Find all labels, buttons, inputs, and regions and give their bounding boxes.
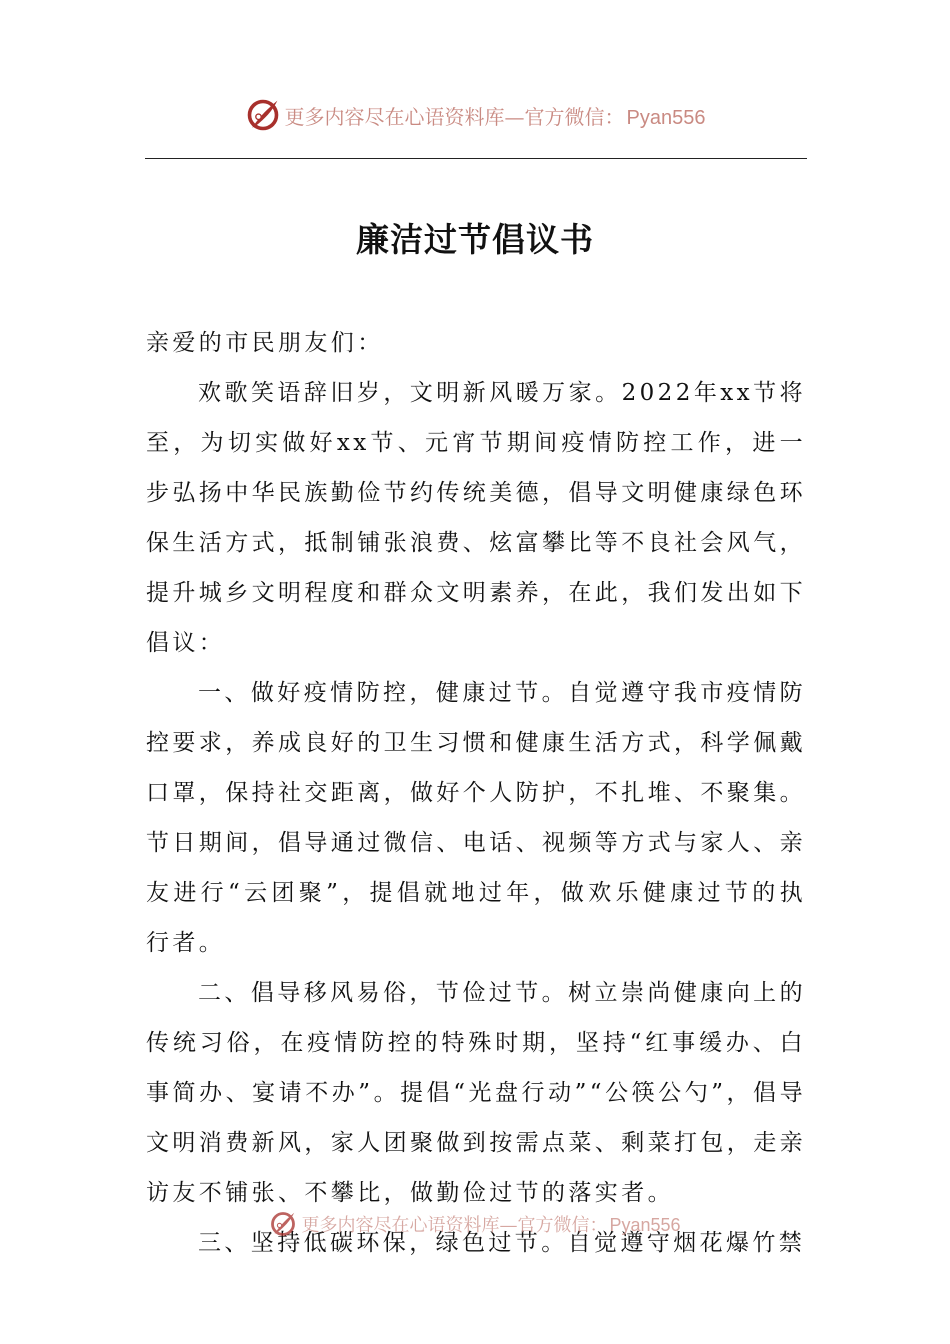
watermark-text: 更多内容尽在心语资料库—官方微信： Pyan556 bbox=[284, 104, 706, 129]
wechat-id: Pyan556 bbox=[626, 106, 706, 129]
footer-wechat-id: Pyan556 bbox=[609, 1215, 681, 1235]
header-divider bbox=[145, 158, 807, 159]
quill-logo-icon bbox=[245, 97, 281, 133]
paragraph-one: 一、做好疫情防控，健康过节。自觉遵守我市疫情防控要求，养成良好的卫生习惯和健康生活方式，科学佩戴口罩，保持社交距离，做好个人防护，不扎堆、不聚集。节日期间，倡导通过微信、电话、视频等方式与家人、亲友进行“云团聚”，提倡就地过年，做欢乐健康过节的执行者。 bbox=[146, 680, 806, 956]
footer-watermark-text: 更多内容尽在心语资料库—官方微信： Pyan556 bbox=[301, 1215, 681, 1236]
document-title: 廉洁过节倡议书 bbox=[356, 220, 594, 259]
paragraph-three: 三、坚持低碳环保，绿色过节。自觉遵守烟花爆竹禁 bbox=[198, 1230, 806, 1256]
quill-logo-icon bbox=[269, 1210, 297, 1238]
header-watermark bbox=[0, 92, 950, 138]
paragraph-two: 二、倡导移风易俗，节俭过节。树立崇尚健康向上的传统习俗，在疫情防控的特殊时期，坚持“红事缓办、白事简办、宴请不办”。提倡“光盘行动”“公筷公勺”，倡导文明消费新风，家人团聚做到按需点菜、剩菜打包，走亲访友不铺张、不攀比，做勤俭过节的落实者。 bbox=[146, 980, 806, 1206]
footer-watermark bbox=[0, 1206, 950, 1242]
document-body bbox=[146, 318, 806, 1268]
salutation: 亲爱的市民朋友们： bbox=[146, 330, 384, 356]
paragraph-intro: 欢歌笑语辞旧岁，文明新风暖万家。2022年xx节将至，为切实做好xx节、元宵节期间疫情防控工作，进一步弘扬中华民族勤俭节约传统美德，倡导文明健康绿色环保生活方式，抵制铺张浪费、炫富攀比等不良社会风气，提升城乡文明程度和群众文明素养，在此，我们发出如下倡议： bbox=[146, 380, 806, 656]
